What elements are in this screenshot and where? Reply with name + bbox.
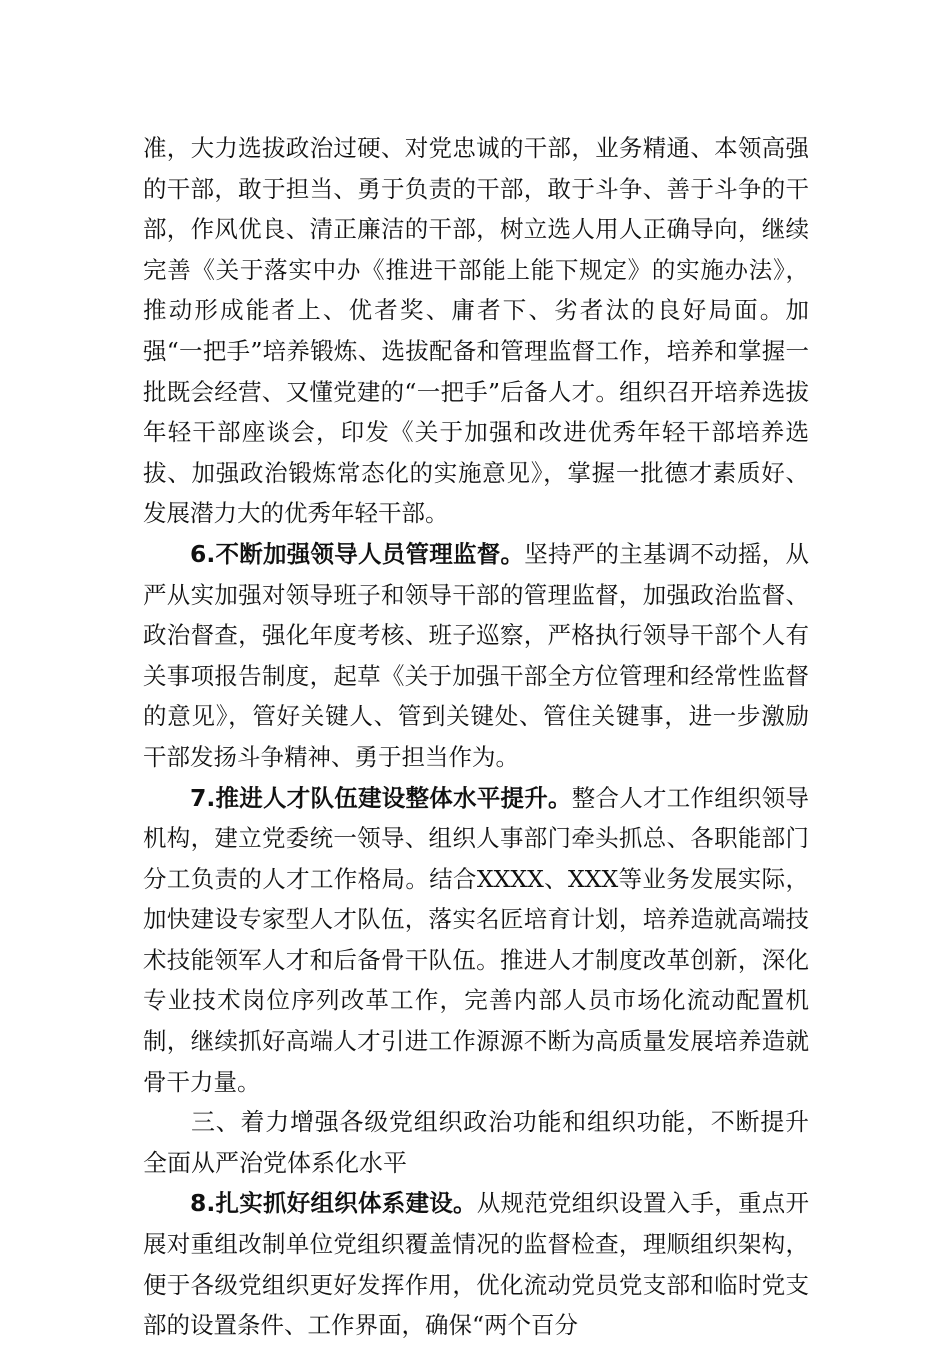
item-7-body: 整合人才工作组织领导机构，建立党委统一领导、组织人事部门牵头抓总、各职能部门分工负责的人才工作格局。结合XXXX、XXX等业务发展实际，加快建设专家型人才队伍，落实名匠培育计划，培养造就高端技术技能领军人才和后备骨干队伍。推进人才制度改革创新，深化专业技术岗位序列改革工作，完善内部人员市场化流动配置机制，继续抓好高端人才引进工作源源不断为高质量发展培养造就骨干力量。	[143, 783, 810, 1096]
section-3-heading	[143, 1102, 809, 1183]
document-page	[143, 128, 809, 1346]
item-6-body: 坚持严的主基调不动摇，从严从实加强对领导班子和领导干部的管理监督，加强政治监督、政治督查，强化年度考核、班子巡察，严格执行领导干部个人有关事项报告制度，起草《关于加强干部全方位管理和经常性监督的意见》，管好关键人、管到关键处、管住关键事，进一步激励干部发扬斗争精神、勇于担当作为。	[143, 539, 810, 771]
section-3-heading-text: 三、着力增强各级党组织政治功能和组织功能，不断提升全面从严治党体系化水平	[143, 1108, 809, 1177]
paragraph-item-7	[143, 778, 809, 1103]
paragraph-text: 准，大力选拔政治过硬、对党忠诚的干部，业务精通、本领高强的干部，敢于担当、勇于负责的干部，敢于斗争、善于斗争的干部，作风优良、清正廉洁的干部，树立选人用人正确导向，继续完善《关于落实中办《推进干部能上能下规定》的实施办法》，推动形成能者上、优者奖、庸者下、劣者汰的良好局面。加强“一把手”培养锻炼、选拔配备和管理监督工作，培养和掌握一批既会经营、又懂党建的“一把手”后备人才。组织召开培养选拔年轻干部座谈会，印发《关于加强和改进优秀年轻干部培养选拔、加强政治锻炼常态化的实施意见》，掌握一批德才素质好、发展潜力大的优秀年轻干部。	[143, 134, 809, 528]
item-8-title: 8.扎实抓好组织体系建设。	[190, 1189, 477, 1218]
item-6-title: 6.不断加强领导人员管理监督。	[190, 539, 525, 568]
paragraph-continued	[143, 128, 809, 534]
paragraph-item-8	[143, 1183, 809, 1345]
item-8-body: 从规范党组织设置入手，重点开展对重组改制单位党组织覆盖情况的监督检查，理顺组织架构，便于各级党组织更好发挥作用，优化流动党员党支部和临时党支部的设置条件、工作界面，确保“两个百分	[143, 1189, 809, 1340]
paragraph-item-6	[143, 534, 809, 778]
item-7-title: 7.推进人才队伍建设整体水平提升。	[190, 783, 572, 812]
